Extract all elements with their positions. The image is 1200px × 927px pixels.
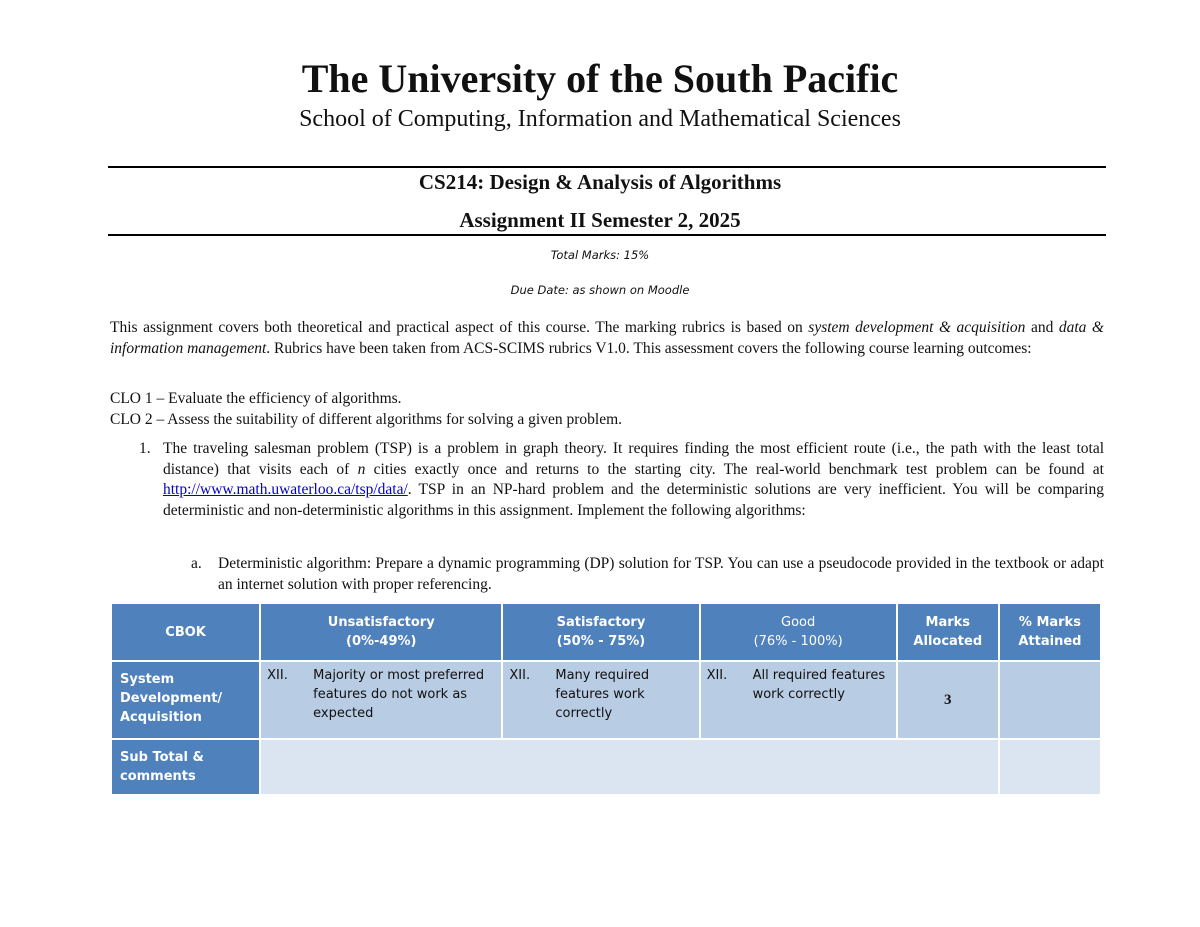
rubric-header-row [111, 603, 1101, 661]
top-rule [108, 166, 1106, 168]
subquestion-a-text: Deterministic algorithm: Prepare a dynamic programming (DP) solution for TSP. You can use a pseudocode provided in the textbook or adapt an internet solution with proper referencing. [218, 555, 1104, 593]
tsp-data-link[interactable]: http://www.math.uwaterloo.ca/tsp/data/ [163, 481, 408, 498]
row-label-system-development: System Development/ Acquisition [111, 661, 260, 739]
cell-unsatisfactory: XII. Majority or most preferred features do not work as expected [260, 661, 502, 739]
header-cbok: CBOK [111, 603, 260, 661]
row-label-subtotal: Sub Total & comments [111, 739, 260, 795]
rubric-table [110, 602, 1102, 796]
question-number: 1. [139, 440, 151, 457]
rubric-row-subtotal [111, 739, 1101, 795]
header-marks-attained: % Marks Attained [999, 603, 1101, 661]
cell-marks-attained[interactable] [999, 661, 1101, 739]
intro-paragraph: This assignment covers both theoretical and practical aspect of this course. The marking rubrics is based on system development & acquisition and data & information management. Rubrics have been taken from ACS-SCIMS rubrics V1.0. This assessment covers the following course learning outcomes: [110, 319, 1104, 357]
cell-subtotal-comments[interactable] [260, 739, 999, 795]
header-marks-allocated: Marks Allocated [897, 603, 999, 661]
question-1-text: The traveling salesman problem (TSP) is a problem in graph theory. It requires finding the most efficient route (i.e., the path with the least total distance) that visits each of n cities exactly once and returns to the starting city. The real-world benchmark test problem can be found at http://www.math.uwaterloo.ca/tsp/data/. TSP in an NP-hard problem and the deterministic solutions are very inefficient. You will be comparing deterministic and non-deterministic algorithms in this assignment. Implement the following algorithms: [163, 440, 1104, 519]
course-title: CS214: Design & Analysis of Algorithms [418, 170, 782, 194]
clo-1: CLO 1 – Evaluate the efficiency of algorithms. [110, 390, 402, 407]
clo-2: CLO 2 – Assess the suitability of different algorithms for solving a given problem. [110, 411, 623, 428]
header-unsatisfactory: Unsatisfactory (0%-49%) [260, 603, 502, 661]
subquestion-label: a. [191, 555, 202, 572]
rubric-row-system-development [111, 661, 1101, 739]
cell-marks-allocated: 3 [897, 661, 999, 739]
header-good: Good (76% - 100%) [700, 603, 897, 661]
header-satisfactory: Satisfactory (50% - 75%) [502, 603, 699, 661]
due-date: Due Date: as shown on Moodle [510, 283, 690, 297]
assignment-title: Assignment II Semester 2, 2025 [459, 208, 741, 232]
bottom-rule [108, 234, 1106, 236]
cell-subtotal-attained[interactable] [999, 739, 1101, 795]
cell-good: XII. All required features work correctly [700, 661, 897, 739]
total-marks: Total Marks: 15% [550, 248, 650, 262]
university-title: The University of the South Pacific [301, 56, 899, 101]
cell-satisfactory: XII. Many required features work correctly [502, 661, 699, 739]
school-subtitle: School of Computing, Information and Mathematical Sciences [299, 106, 901, 132]
